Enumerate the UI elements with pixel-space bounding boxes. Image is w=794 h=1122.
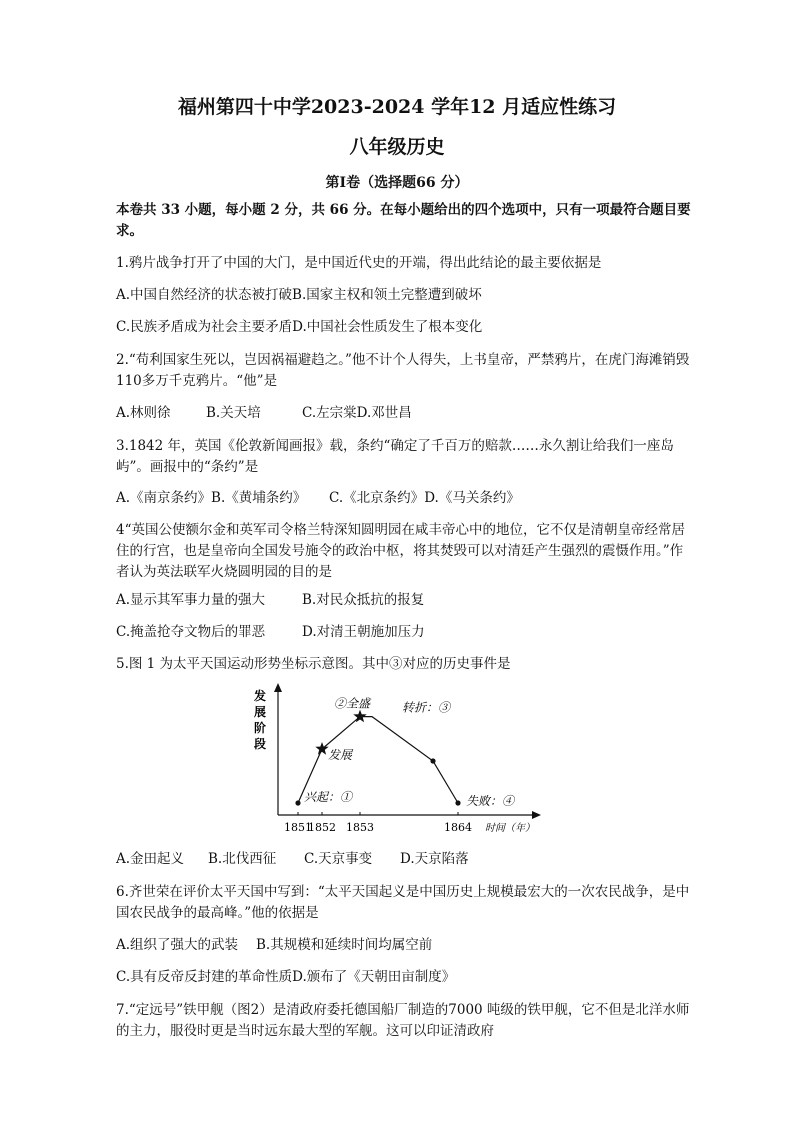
question-4-options-row-1 [116, 590, 696, 611]
chart-x-arrow [532, 811, 541, 819]
question-5-options [116, 849, 696, 870]
chart-point-label-3: 转折：③ [402, 700, 451, 715]
option-1a: A.中国自然经济的状态被打破 [116, 287, 293, 303]
chart-ylabel-4: 段 [253, 737, 267, 751]
option-6d: D.颁布了《天朝田亩制度》 [292, 969, 456, 985]
chart-point-label-5: 失败：④ [466, 794, 515, 808]
option-4c: C.掩盖抢夺文物后的罪恶 [116, 624, 266, 640]
option-3a: A.《南京条约》 [116, 490, 212, 506]
option-1b: B.国家主权和领土完整遭到破坏 [292, 287, 482, 303]
chart-star-1 [315, 742, 328, 755]
question-2-options [116, 403, 696, 424]
question-7-stem: 7.“定远号”铁甲舰（图2）是清政府委托德国船厂制造的7000 吨级的铁甲舰，它不但是北洋水师的主力，服役时更是当时远东最大型的军舰。这可以印证清政府 [116, 1002, 690, 1039]
chart-x-tick-label-1851: 1851 [284, 821, 312, 834]
chart-point-label-2: ②全盛 [334, 696, 371, 711]
exam-subject: 八年级历史 [349, 136, 445, 158]
chart-x-tick-label-1852: 1852 [308, 821, 336, 834]
option-3d: D.《马关条约》 [424, 490, 520, 506]
option-3c: C.《北京条约》 [329, 490, 425, 506]
question-4-options-row-2 [116, 622, 696, 643]
option-5a: A.金田起义 [116, 851, 185, 867]
question-4-stem: 4“英国公使额尔金和英军司令格兰特深知圆明园在咸丰帝心中的地位，它不仅是清朝皇帝经常居住的行宫，也是皇帝向全国发号施令的政治中枢，将其焚毁可以对清廷产生强烈的震慑作用。”作者认为英法联军火烧圆明园的目的是 [116, 522, 685, 580]
instructions: 本卷共 33 小题，每小题 2 分，共 66 分。在每小题给出的四个选项中，只有一项最符合题目要求。 [116, 202, 691, 239]
option-5d: D.天京陷落 [400, 851, 469, 867]
option-1d: D.中国社会性质发生了根本变化 [292, 319, 483, 335]
option-5c: C.天京事变 [304, 851, 373, 867]
chart-ylabel-2: 展 [253, 705, 267, 719]
taiping-chart [250, 680, 560, 840]
section-heading: 第Ⅰ卷（选择题66 分） [325, 175, 469, 191]
option-3b: B.《黄埔条约》 [211, 490, 307, 506]
question-1-stem: 1.鸦片战争打开了中国的大门，是中国近代史的开端，得出此结论的最主要依据是 [116, 255, 602, 271]
chart-y-arrow [274, 683, 282, 692]
question-6-options-row-1 [116, 935, 696, 956]
question-2-stem: 2.“苟利国家生死以，岂因祸福避趋之。”他不计个人得失，上书皇帝，严禁鸦片，在虎门海滩销毁110多万千克鸦片。“他”是 [116, 352, 690, 389]
question-6-stem: 6.齐世荣在评价太平天国中写到：“太平天国起义是中国历史上规模最宏大的一次农民战争，是中国农民战争的最高峰。”他的依据是 [116, 884, 690, 921]
question-3-options [116, 488, 696, 509]
option-4b: B.对民众抵抗的报复 [302, 592, 425, 608]
option-6b: B.其规模和延续时间均属空前 [256, 937, 433, 953]
chart-point-label-1: 发展 [328, 748, 353, 762]
question-6-options-row-2 [116, 967, 696, 988]
chart-xlabel: 时间（年） [485, 823, 535, 834]
option-1c: C.民族矛盾成为社会主要矛盾 [116, 319, 293, 335]
option-5b: B.北伐西征 [208, 851, 277, 867]
option-4d: D.对清王朝施加压力 [302, 624, 425, 640]
chart-x-tick-label-1864: 1864 [444, 821, 472, 834]
chart-point-0 [295, 800, 300, 805]
chart-point-label-0: 兴起：① [304, 790, 353, 804]
option-4a: A.显示其军事力量的强大 [116, 592, 266, 608]
question-1-options-row-2 [116, 317, 696, 338]
question-1-options-row-1 [116, 285, 696, 306]
question-3-stem: 3.1842 年，英国《伦敦新闻画报》载，条约“确定了千百万的赔款……永久割让给我们一座岛屿”。画报中的“条约”是 [116, 438, 674, 475]
chart-ylabel-3: 阶 [253, 721, 267, 735]
chart-point-4 [430, 758, 435, 763]
option-2c: C.左宗棠 [302, 405, 357, 421]
option-2a: A.林则徐 [116, 405, 171, 421]
chart-ylabel-1: 发 [253, 689, 267, 703]
option-2d: D.邓世昌 [356, 405, 412, 421]
question-5-stem: 5.图 1 为太平天国运动形势坐标示意图。其中③对应的历史事件是 [116, 656, 511, 672]
option-2b: B.关天培 [206, 405, 261, 421]
chart-x-tick-label-1853: 1853 [346, 821, 374, 834]
exam-title: 福州第四十中学2023-2024 学年12 月适应性练习 [177, 96, 617, 118]
option-6a: A.组织了强大的武装 [116, 937, 239, 953]
option-6c: C.具有反帝反封建的革命性质 [116, 969, 293, 985]
chart-point-5 [455, 800, 460, 805]
